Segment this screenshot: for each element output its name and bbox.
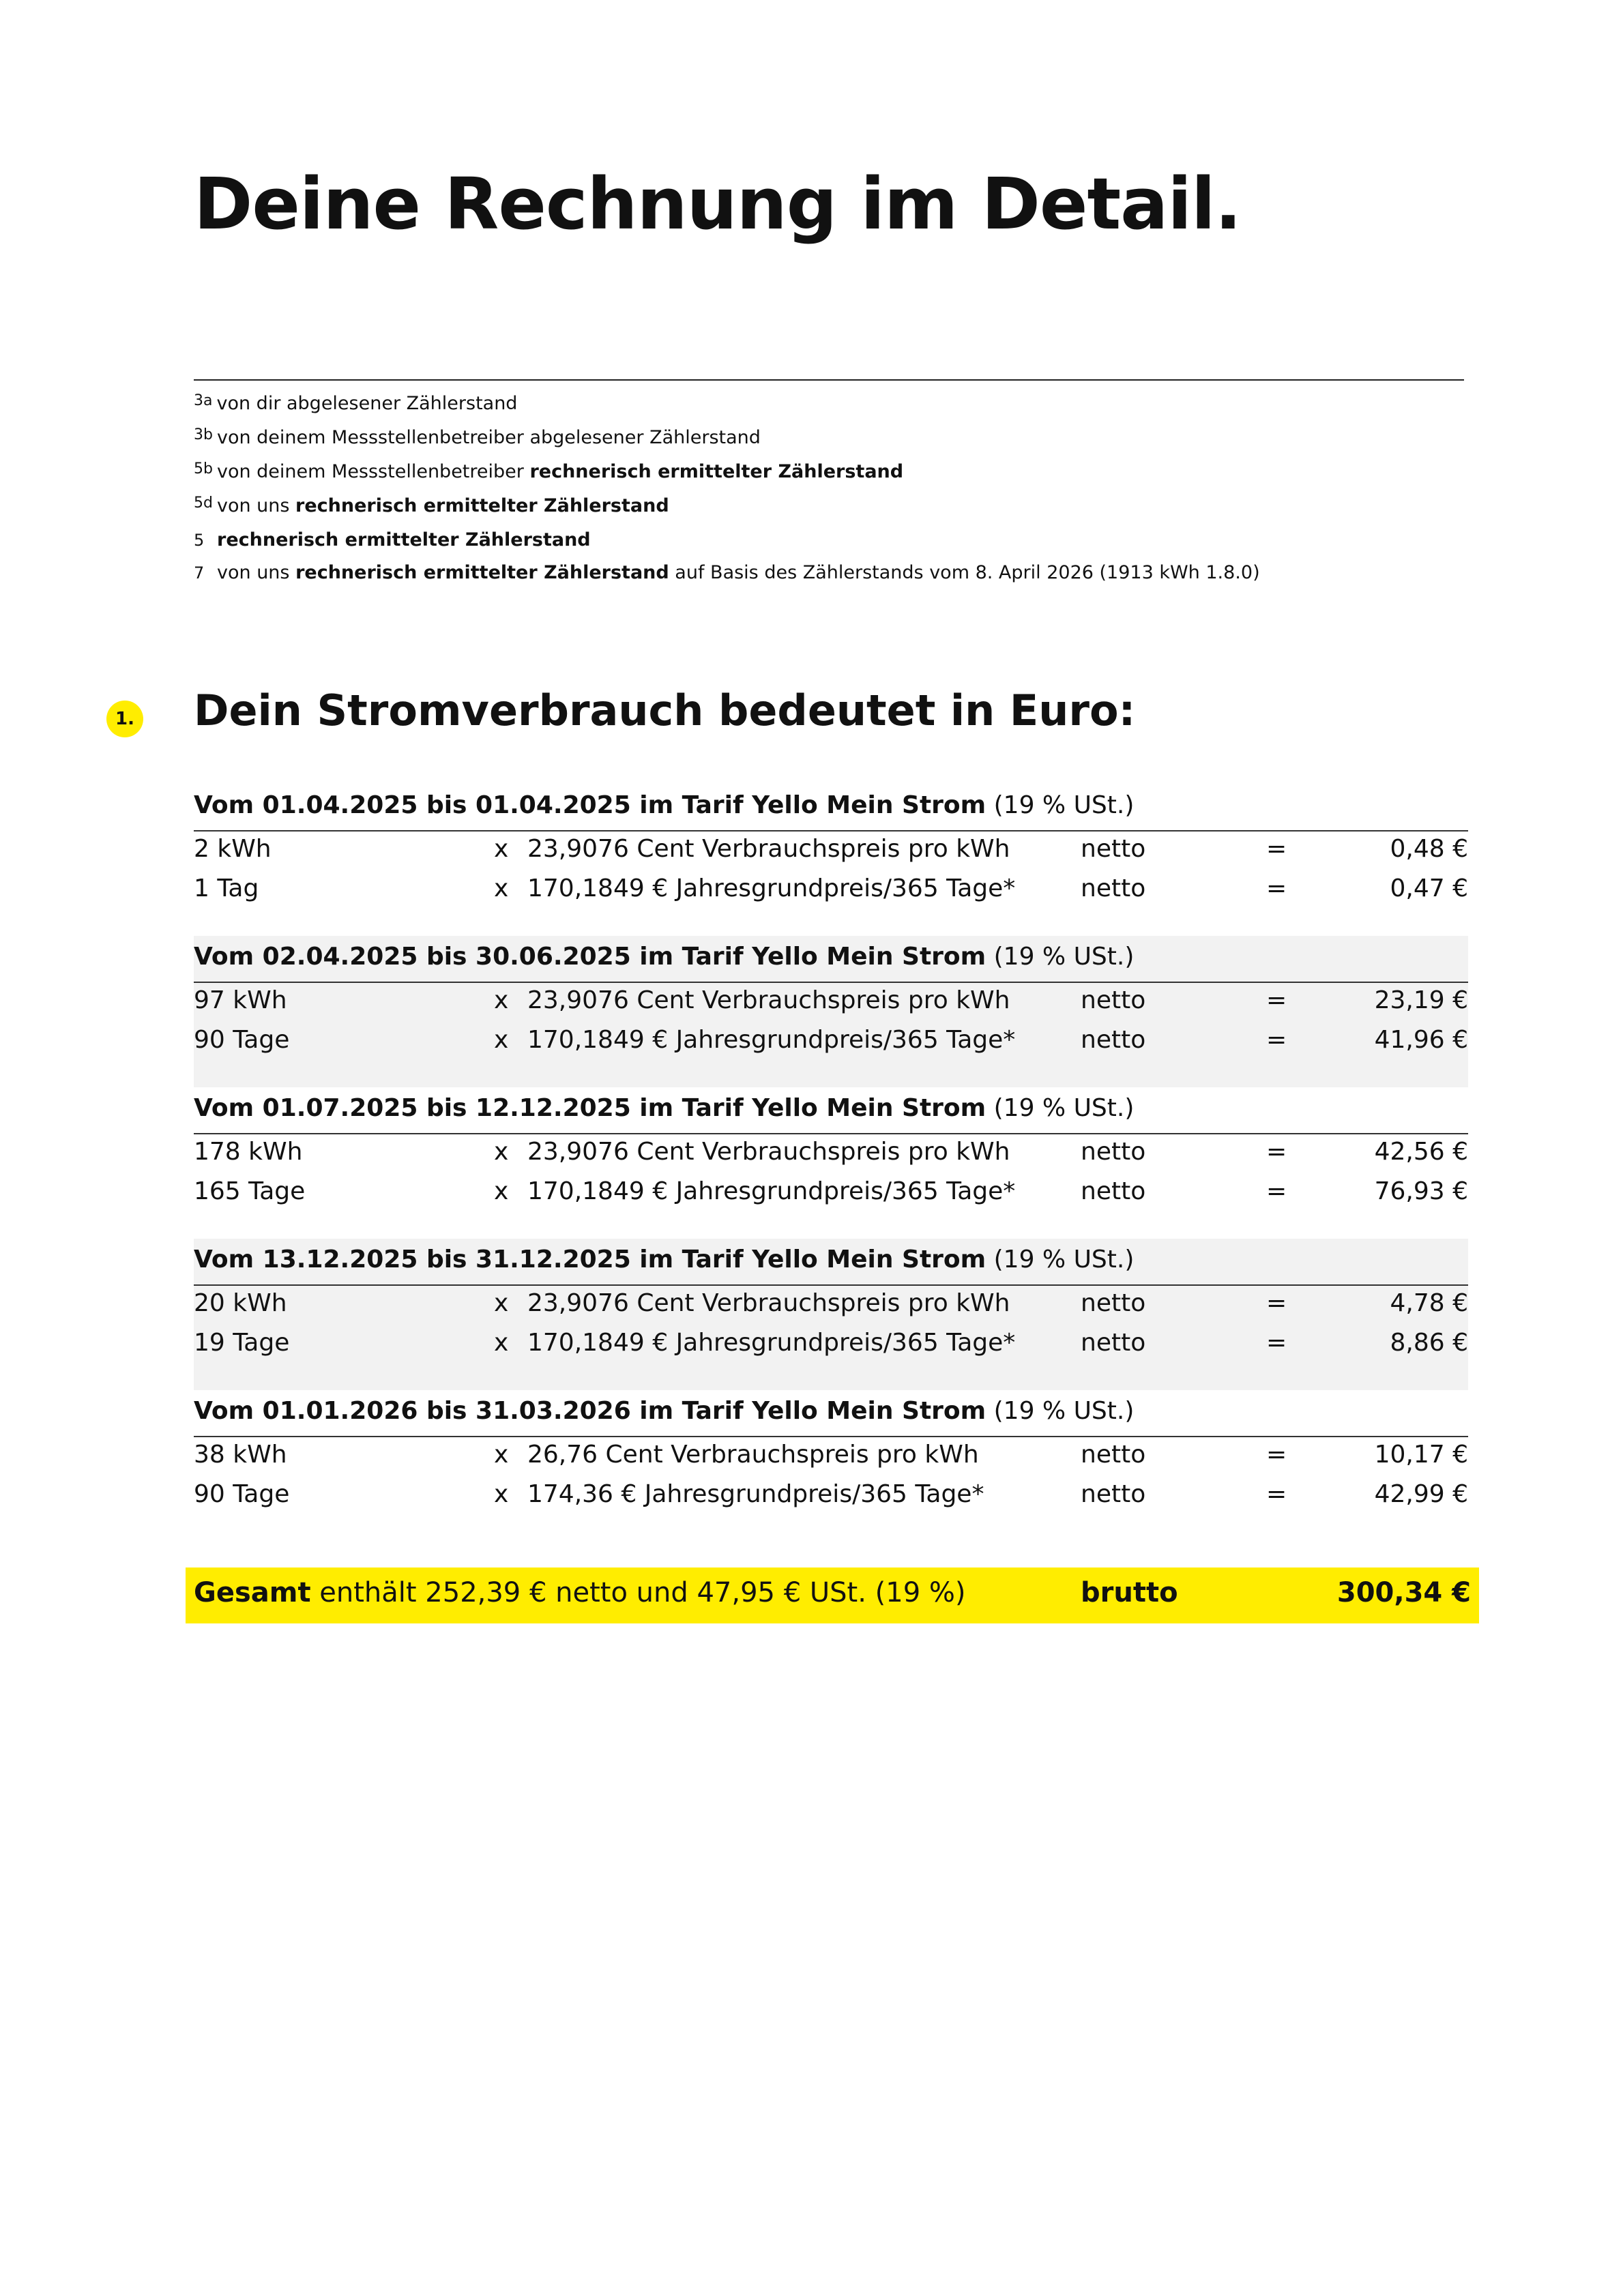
period-divider [194, 1436, 1468, 1437]
times-sign: x [494, 1441, 509, 1469]
table-row [194, 986, 1468, 1025]
period-divider [194, 1133, 1468, 1134]
period-header: Vom 01.04.2025 bis 01.04.2025 im Tarif Yello Mein Strom (19 % USt.) [194, 791, 1135, 819]
quantity-cell: 90 Tage [194, 1480, 290, 1508]
table-row [194, 1177, 1468, 1216]
table-row [194, 1138, 1468, 1176]
times-sign: x [494, 1289, 509, 1317]
period-header: Vom 13.12.2025 bis 31.12.2025 im Tarif Yello Mein Strom (19 % USt.) [194, 1246, 1135, 1274]
quantity-cell: 38 kWh [194, 1441, 287, 1469]
price-description: 170,1849 € Jahresgrundpreis/365 Tage* [527, 1177, 1016, 1205]
equals-sign: = [1266, 1480, 1287, 1508]
quantity-cell: 90 Tage [194, 1026, 290, 1054]
price-description: 170,1849 € Jahresgrundpreis/365 Tage* [527, 1026, 1016, 1054]
footnote-text: von uns rechnerisch ermittelter Zählerstand [216, 495, 669, 516]
footnote-5 [194, 524, 1464, 557]
equals-sign: = [1266, 835, 1287, 863]
period-header: Vom 01.07.2025 bis 12.12.2025 im Tarif Yello Mein Strom (19 % USt.) [194, 1094, 1135, 1122]
net-label: netto [1081, 986, 1146, 1014]
price-description: 26,76 Cent Verbrauchspreis pro kWh [527, 1441, 979, 1469]
tariff-period [194, 936, 1468, 1087]
table-row [194, 1441, 1468, 1479]
section-heading: Dein Stromverbrauch bedeutet in Euro: [194, 686, 1136, 735]
amount-cell: 23,19 € [1374, 986, 1468, 1014]
amount-cell: 0,48 € [1390, 835, 1468, 863]
footnote-list [194, 387, 1464, 589]
gross-label: brutto [1081, 1577, 1178, 1608]
footnote-text: rechnerisch ermittelter Zählerstand [217, 529, 591, 550]
period-divider [194, 982, 1468, 983]
quantity-cell: 20 kWh [194, 1289, 287, 1317]
net-label: netto [1081, 1480, 1146, 1508]
footnote-3a [194, 387, 1464, 422]
equals-sign: = [1266, 986, 1287, 1014]
period-divider [194, 1284, 1468, 1286]
net-label: netto [1081, 1441, 1146, 1469]
amount-cell: 42,99 € [1374, 1480, 1468, 1508]
period-divider [194, 830, 1468, 831]
equals-sign: = [1266, 874, 1287, 902]
tariff-period [194, 784, 1468, 936]
equals-sign: = [1266, 1138, 1287, 1166]
net-label: netto [1081, 1329, 1146, 1357]
price-description: 23,9076 Cent Verbrauchspreis pro kWh [527, 835, 1010, 863]
total-row [186, 1568, 1479, 1623]
price-description: 170,1849 € Jahresgrundpreis/365 Tage* [527, 874, 1016, 902]
tariff-period [194, 1239, 1468, 1390]
amount-cell: 42,56 € [1374, 1138, 1468, 1166]
period-header: Vom 01.01.2026 bis 31.03.2026 im Tarif Yello Mein Strom (19 % USt.) [194, 1397, 1135, 1425]
amount-cell: 76,93 € [1374, 1177, 1468, 1205]
quantity-cell: 1 Tag [194, 874, 259, 902]
footnote-7 [194, 557, 1464, 589]
equals-sign: = [1266, 1026, 1287, 1054]
price-description: 23,9076 Cent Verbrauchspreis pro kWh [527, 1289, 1010, 1317]
equals-sign: = [1266, 1441, 1287, 1469]
table-row [194, 1480, 1468, 1518]
price-description: 170,1849 € Jahresgrundpreis/365 Tage* [527, 1329, 1016, 1357]
footnote-mark: 7 [194, 563, 205, 583]
footnote-mark: 5b [194, 460, 213, 477]
period-header: Vom 02.04.2025 bis 30.06.2025 im Tarif Yello Mein Strom (19 % USt.) [194, 943, 1135, 971]
amount-cell: 8,86 € [1390, 1329, 1468, 1357]
cost-table [194, 784, 1468, 1542]
amount-cell: 4,78 € [1390, 1289, 1468, 1317]
net-label: netto [1081, 835, 1146, 863]
footnote-mark: 3a [194, 392, 213, 409]
times-sign: x [494, 1138, 509, 1166]
amount-cell: 10,17 € [1374, 1441, 1468, 1469]
tariff-period [194, 1390, 1468, 1542]
net-label: netto [1081, 1026, 1146, 1054]
price-description: 23,9076 Cent Verbrauchspreis pro kWh [527, 1138, 1010, 1166]
times-sign: x [494, 874, 509, 902]
footnote-text: von deinem Messstellenbetreiber rechnerisch ermittelter Zählerstand [216, 461, 904, 482]
times-sign: x [494, 1480, 509, 1508]
quantity-cell: 2 kWh [194, 835, 272, 863]
table-row [194, 1329, 1468, 1367]
tariff-period [194, 1087, 1468, 1239]
footnote-text: von deinem Messstellenbetreiber abgelesener Zählerstand [216, 427, 761, 448]
equals-sign: = [1266, 1329, 1287, 1357]
table-row [194, 835, 1468, 873]
footnote-3b [194, 422, 1464, 456]
table-row [194, 1026, 1468, 1064]
table-row [194, 1289, 1468, 1327]
total-amount: 300,34 € [1336, 1577, 1471, 1608]
footnote-5b [194, 456, 1464, 490]
section-number-badge: 1. [106, 701, 143, 737]
page-title: Deine Rechnung im Detail. [194, 162, 1242, 246]
total-label: Gesamt enthält 252,39 € netto und 47,95 € USt. (19 %) [194, 1577, 966, 1608]
quantity-cell: 165 Tage [194, 1177, 306, 1205]
footnote-text: von uns rechnerisch ermittelter Zählerstand auf Basis des Zählerstands vom 8. April 2026 (1913 kWh 1.8.0) [217, 562, 1260, 583]
amount-cell: 41,96 € [1374, 1026, 1468, 1054]
times-sign: x [494, 986, 509, 1014]
quantity-cell: 178 kWh [194, 1138, 303, 1166]
times-sign: x [494, 1329, 509, 1357]
net-label: netto [1081, 1138, 1146, 1166]
equals-sign: = [1266, 1289, 1287, 1317]
quantity-cell: 97 kWh [194, 986, 287, 1014]
table-row [194, 874, 1468, 913]
equals-sign: = [1266, 1177, 1287, 1205]
price-description: 23,9076 Cent Verbrauchspreis pro kWh [527, 986, 1010, 1014]
amount-cell: 0,47 € [1390, 874, 1468, 902]
quantity-cell: 19 Tage [194, 1329, 290, 1357]
footnote-text: von dir abgelesener Zählerstand [216, 393, 518, 414]
net-label: netto [1081, 1289, 1146, 1317]
times-sign: x [494, 1177, 509, 1205]
price-description: 174,36 € Jahresgrundpreis/365 Tage* [527, 1480, 984, 1508]
net-label: netto [1081, 874, 1146, 902]
times-sign: x [494, 835, 509, 863]
footnote-mark: 5d [194, 495, 213, 512]
divider [194, 379, 1464, 381]
footnote-mark: 3b [194, 426, 213, 443]
footnote-5d [194, 490, 1464, 524]
net-label: netto [1081, 1177, 1146, 1205]
times-sign: x [494, 1026, 509, 1054]
footnote-mark: 5 [194, 531, 205, 550]
